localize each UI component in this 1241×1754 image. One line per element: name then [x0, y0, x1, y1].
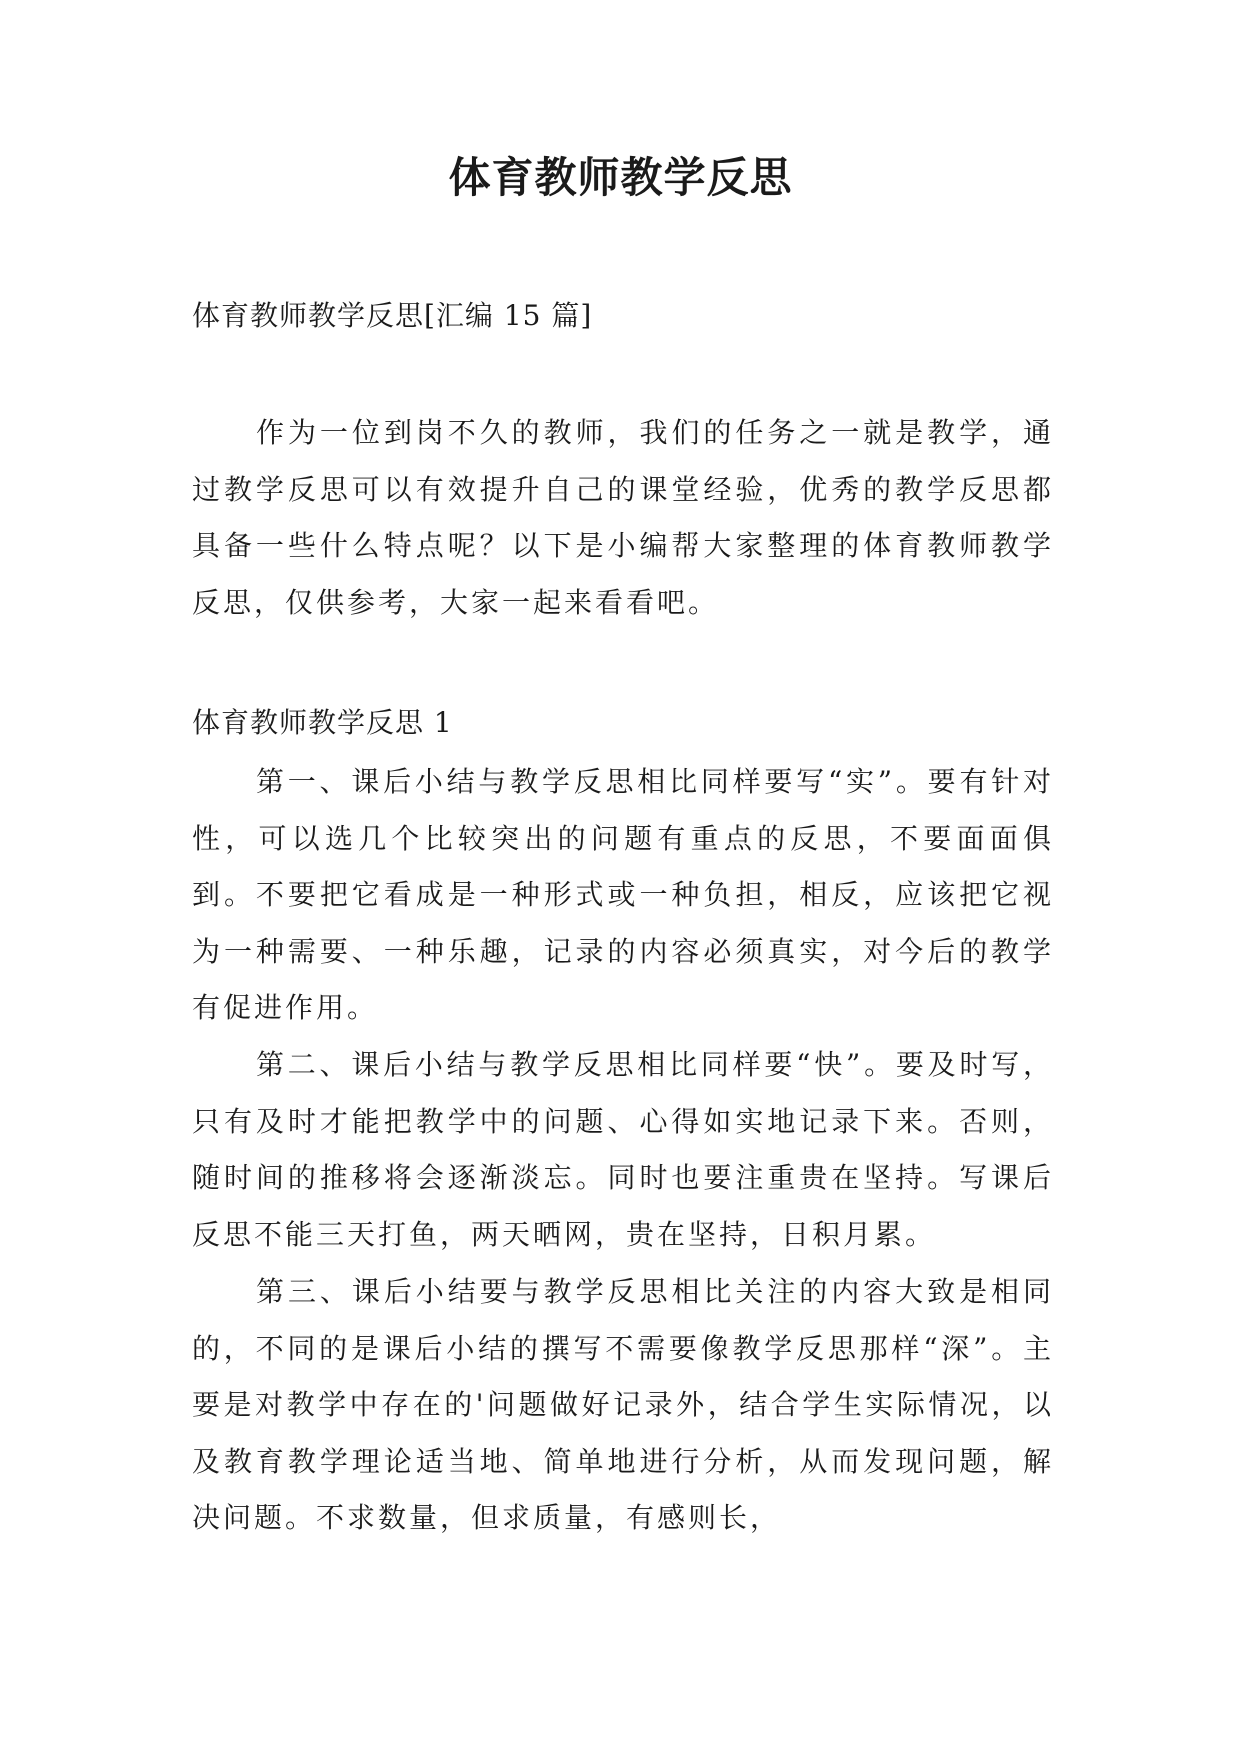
document-title: 体育教师教学反思	[448, 153, 793, 202]
section-paragraph-3: 第三、课后小结要与教学反思相比关注的内容大致是相同的，不同的是课后小结的撰写不需要像教学反思那样“深”。主要是对教学中存在的'问题做好记录外，结合学生实际情况，以及教育教学理论适当地、简单地进行分析，从而发现问题，解决问题。不求数量，但求质量，有感则长，	[192, 1275, 1054, 1534]
section-paragraph-1: 第一、课后小结与教学反思相比同样要写“实”。要有针对性，可以选几个比较突出的问题有重点的反思，不要面面俱到。不要把它看成是一种形式或一种负担，相反，应该把它视为一种需要、一种乐趣，记录的内容必须真实，对今后的教学有促进作用。	[192, 765, 1054, 1024]
section-heading: 体育教师教学反思 1	[192, 706, 453, 739]
document-subtitle: 体育教师教学反思[汇编 15 篇]	[192, 299, 593, 332]
section-paragraph-2: 第二、课后小结与教学反思相比同样要“快”。要及时写，只有及时才能把教学中的问题、心得如实地记录下来。否则，随时间的推移将会逐渐淡忘。同时也要注重贵在坚持。写课后反思不能三天打鱼，两天晒网，贵在坚持，日积月累。	[192, 1048, 1054, 1251]
intro-paragraph: 作为一位到岗不久的教师，我们的任务之一就是教学，通过教学反思可以有效提升自己的课堂经验，优秀的教学反思都具备一些什么特点呢？以下是小编帮大家整理的体育教师教学反思，仅供参考，大家一起来看看吧。	[192, 416, 1054, 619]
